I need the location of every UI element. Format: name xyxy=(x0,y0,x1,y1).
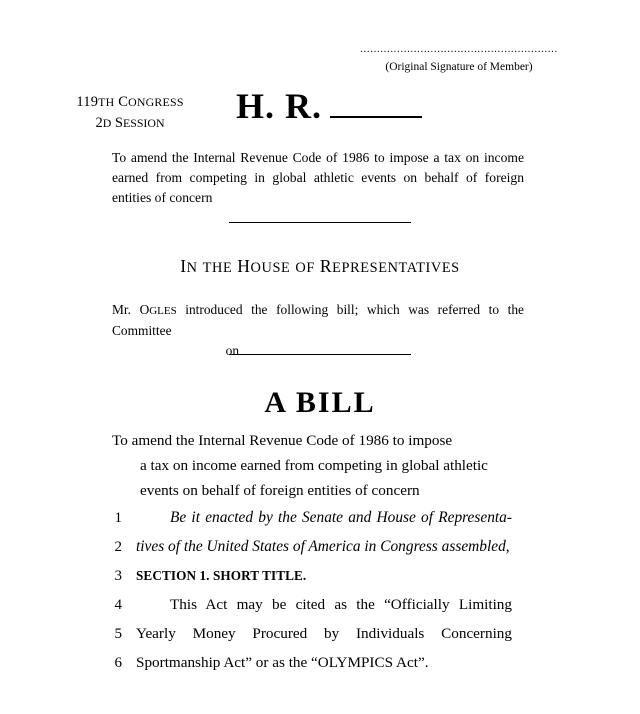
line-content: Be it enacted by the Senate and House of Representa- xyxy=(170,509,512,526)
line-number: 4 xyxy=(114,597,122,613)
chamber-heading: IN THE HOUSE OF REPRESENTATIVES xyxy=(180,256,460,276)
line-number: 2 xyxy=(114,539,122,555)
line-text xyxy=(136,503,512,532)
line-number: 5 xyxy=(114,626,122,642)
bill-body xyxy=(0,503,640,677)
line-text: tives of the United States of America in Congress assembled, xyxy=(136,538,510,555)
congress-session-block xyxy=(0,88,236,132)
bill-line xyxy=(0,619,640,648)
document-header-row xyxy=(0,88,640,132)
sponsor-line-1: Mr. OGLES introduced the following bill; which was referred to the Committee xyxy=(112,302,524,338)
bill-line xyxy=(0,532,640,561)
purpose-clause xyxy=(112,428,524,503)
divider-rule-top xyxy=(229,222,411,223)
line-content: This Act may be cited as the “Officially Limiting xyxy=(170,596,512,613)
line-number: 1 xyxy=(114,510,122,526)
bill-designator xyxy=(236,88,422,124)
sponsor-line-2: on xyxy=(225,343,240,358)
bill-designator-text: H. R. xyxy=(236,86,322,126)
bill-line xyxy=(0,561,640,590)
long-title: To amend the Internal Revenue Code of 1986 to impose a tax on income earned from competing in global athletic events on behalf of foreign entities of concern xyxy=(112,150,524,205)
divider-rule-bottom xyxy=(229,354,411,355)
signature-caption: (Original Signature of Member) xyxy=(385,61,533,73)
bill-number-blank xyxy=(330,90,422,118)
purpose-line-3: events on behalf of foreign entities of concern xyxy=(140,482,420,499)
line-text: Sportmanship Act” or as the “OLYMPICS Act”. xyxy=(136,654,429,671)
purpose-line-2: a tax on income earned from competing in global athletic xyxy=(140,457,488,474)
line-text xyxy=(136,590,512,619)
bill-line xyxy=(0,648,640,677)
line-number: 3 xyxy=(114,568,122,584)
line-number: 6 xyxy=(114,655,122,671)
sponsor-referral-text xyxy=(112,300,524,361)
signature-dotted-line: ........................................................... xyxy=(360,44,558,55)
section-heading: SECTION 1. SHORT TITLE. xyxy=(136,568,307,583)
congress-session: 2D SESSION xyxy=(95,115,165,131)
bill-line xyxy=(0,590,640,619)
purpose-line-1: To amend the Internal Revenue Code of 1986 to impose xyxy=(112,432,453,449)
bill-heading: A BILL xyxy=(264,386,376,419)
congress-number: 119TH CONGRESS xyxy=(76,94,184,110)
bill-line xyxy=(0,503,640,532)
signature-block xyxy=(334,44,584,73)
line-text: Yearly Money Procured by Individuals Concerning xyxy=(136,625,512,642)
